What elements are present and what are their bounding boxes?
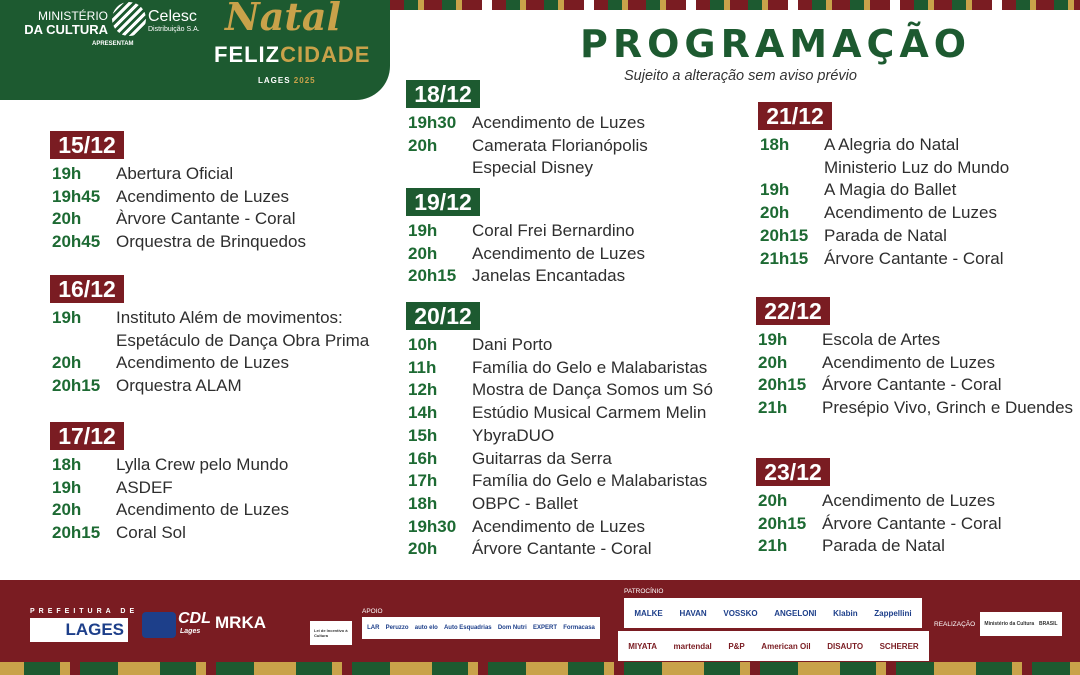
event-title: Árvore Cantante - Coral [824, 248, 1004, 268]
event-time: 18h [760, 135, 790, 154]
event-row [758, 225, 1009, 248]
realizacao-logos [980, 612, 1062, 636]
logo-feliz: FELIZ [214, 42, 281, 67]
event-row [50, 231, 306, 254]
event-title: Abertura Oficial [116, 164, 234, 183]
event-title: YbyraDUO [472, 425, 555, 445]
celesc-logo [148, 8, 200, 33]
logo-year: 2025 [293, 76, 316, 85]
logo-natal: Natal [225, 0, 341, 39]
event-title: Dani Porto [472, 335, 553, 354]
event-row [406, 448, 713, 471]
sponsor-logo: MALKE [634, 608, 663, 618]
event-time: 20h [758, 491, 788, 510]
event-title: Acendimento de Luzes [822, 352, 995, 372]
event-time: 10h [408, 335, 438, 354]
event-title: OBPC - Ballet [472, 493, 578, 513]
header-panel [0, 0, 390, 100]
event-title: Guitarras da Serra [472, 448, 612, 468]
event-time: 19h [760, 180, 790, 200]
day-section-16-12 [50, 275, 369, 398]
date-badge: 19/12 [406, 188, 480, 216]
event-row [756, 352, 1073, 375]
patrocinio-label: PATROCÍNIO [624, 588, 664, 595]
event-time: 20h [52, 353, 82, 373]
realizacao-label: REALIZAÇÃO [934, 621, 976, 628]
event-time: 20h [408, 243, 438, 263]
event-title: Estúdio Musical Carmem Melin [472, 403, 707, 423]
sponsor-logo: SCHERER [879, 641, 919, 651]
event-time: 19h30 [408, 516, 457, 536]
event-row [406, 379, 713, 402]
sponsor-logo: EXPERT [533, 625, 558, 631]
event-title: Espetáculo de Dança Obra Prima [116, 330, 370, 350]
event-time: 21h15 [760, 248, 809, 268]
decorative-bottom-border [0, 662, 1080, 675]
celesc-sub: Distribuição S.A. [148, 26, 200, 33]
event-title: A Magia do Ballet [824, 180, 957, 200]
lei-incentivo-logo [310, 621, 352, 645]
event-time: 20h15 [52, 376, 101, 396]
event-row [758, 157, 1009, 180]
event-row [50, 163, 306, 186]
event-row [406, 334, 713, 357]
event-time: 20h15 [760, 225, 809, 245]
event-time: 20h [52, 500, 82, 520]
sponsor-logo: American Oil [761, 641, 811, 651]
sponsor-logo: MIYATA [628, 641, 658, 651]
event-time: 19h [52, 308, 82, 327]
event-time: 15h [408, 425, 438, 445]
event-time: 21h [758, 398, 788, 418]
logo-feliz-cidade [214, 42, 370, 68]
event-row [406, 243, 645, 266]
event-time: 20h [52, 209, 82, 229]
event-row [756, 329, 1073, 352]
event-title: Parada de Natal [822, 536, 945, 556]
sponsor-logo: VOSSKO [723, 608, 758, 618]
event-time: 20h [408, 539, 438, 559]
event-title: Árvore Cantante - Coral [822, 513, 1002, 533]
sponsor-logo: Peruzzo [385, 625, 409, 631]
event-row [406, 425, 713, 448]
event-row [50, 352, 369, 375]
event-title: A Alegria do Natal [824, 135, 960, 154]
event-row [50, 522, 289, 545]
day-section-15-12 [50, 131, 306, 254]
event-title: Especial Disney [472, 158, 593, 178]
sponsor-logo: auto elo [414, 625, 438, 631]
event-title: Camerata Florianópolis [472, 135, 648, 155]
day-section-18-12 [406, 80, 648, 180]
event-time: 16h [408, 448, 438, 468]
sponsor-logo: ANGELONI [774, 608, 817, 618]
event-row [756, 490, 1002, 513]
event-title: Acendimento de Luzes [472, 243, 645, 263]
event-time [406, 157, 472, 180]
event-title: Família do Gelo e Malabaristas [472, 471, 708, 491]
date-badge: 23/12 [756, 458, 830, 486]
event-row [50, 208, 306, 231]
sponsor-logo: BRASIL [1038, 621, 1058, 627]
sponsor-logo: P&P [728, 641, 745, 651]
event-row [406, 538, 713, 561]
event-title: Acendimento de Luzes [116, 186, 289, 206]
event-time: 11h [408, 357, 437, 377]
event-time: 20h15 [758, 513, 807, 533]
event-row [406, 135, 648, 158]
date-badge: 18/12 [406, 80, 480, 108]
day-section-23-12 [756, 458, 1002, 558]
logo-city-year [258, 76, 316, 85]
event-row [758, 179, 1009, 202]
event-row [406, 493, 713, 516]
event-time: 19h [52, 477, 82, 497]
day-section-20-12 [406, 302, 713, 561]
sponsor-logo: Formacasa [563, 625, 595, 631]
event-row [406, 265, 645, 288]
event-time: 20h [408, 135, 438, 155]
event-time: 17h [408, 471, 438, 491]
presents-label: APRESENTAM [92, 41, 134, 47]
event-title: Escola de Artes [822, 330, 941, 349]
event-title: Acendimento de Luzes [822, 491, 995, 510]
event-title: Acendimento de Luzes [472, 113, 645, 132]
sponsor-logo: Klabin [833, 608, 858, 618]
event-title: Ministerio Luz do Mundo [824, 157, 1010, 177]
event-title: Árvore Cantante - Coral [822, 375, 1002, 395]
event-title: Coral Sol [116, 523, 186, 543]
event-row [50, 375, 369, 398]
apoio-label: APOIO [362, 608, 383, 615]
event-row [50, 186, 306, 209]
sponsor-logo: LAR [367, 625, 380, 631]
cdl-sub: Lages [180, 628, 201, 635]
sponsor-logo: Zappellini [874, 608, 912, 618]
event-title: Acendimento de Luzes [824, 203, 997, 223]
marka-logo: MRKA [215, 613, 266, 632]
event-time: 18h [408, 493, 438, 513]
celesc-icon [112, 2, 146, 36]
event-row [756, 397, 1073, 420]
event-title: Orquestra de Brinquedos [116, 232, 306, 252]
logo-city: LAGES [258, 76, 291, 85]
event-time: 14h [408, 403, 438, 423]
sponsor-logo: Dom Nutri [497, 625, 527, 631]
page-subtitle: Sujeito a alteração sem aviso prévio [624, 68, 857, 84]
event-title: ASDEF [116, 477, 173, 497]
event-title: Àrvore Cantante - Coral [116, 209, 296, 229]
event-title: Família do Gelo e Malabaristas [472, 357, 708, 377]
sponsor-logo: martendal [673, 641, 712, 651]
event-title: Parada de Natal [824, 225, 947, 245]
day-section-17-12 [50, 422, 289, 545]
day-section-19-12 [406, 188, 645, 288]
event-title: Acendimento de Luzes [116, 500, 289, 520]
date-badge: 20/12 [406, 302, 480, 330]
event-time: 20h45 [52, 232, 101, 252]
event-row [758, 248, 1009, 271]
event-row [406, 112, 648, 135]
event-time: 19h45 [52, 186, 101, 206]
event-row [50, 330, 369, 353]
lages-text: LAGES [65, 620, 124, 639]
day-section-22-12 [756, 297, 1073, 420]
logo-cidade: CIDADE [280, 42, 371, 67]
event-title: Coral Frei Bernardino [472, 221, 635, 240]
event-row [50, 454, 289, 477]
event-row [406, 157, 648, 180]
event-title: Mostra de Dança Somos um Só [472, 380, 713, 400]
event-row [758, 202, 1009, 225]
event-title: Janelas Encantadas [472, 266, 626, 286]
event-time: 20h [760, 203, 790, 223]
event-time: 18h [52, 455, 82, 474]
sponsor-logo: Ministério da Cultura [984, 621, 1035, 627]
patrocinio-row1 [624, 598, 922, 628]
decorative-top-border [390, 0, 1080, 10]
event-row [50, 477, 289, 500]
cdl-logo: CDL [178, 610, 211, 627]
event-time [50, 330, 116, 353]
day-section-21-12 [758, 102, 1009, 270]
date-badge: 16/12 [50, 275, 124, 303]
event-row [758, 134, 1009, 157]
sponsor-logo: HAVAN [679, 608, 707, 618]
event-time: 20h15 [758, 375, 807, 395]
date-badge: 21/12 [758, 102, 832, 130]
sponsor-logo: Auto Esquadrias [443, 625, 492, 631]
prefeitura-label: PREFEITURA DE [30, 608, 139, 615]
cdl-icon [142, 612, 176, 638]
event-row [756, 374, 1073, 397]
event-row [406, 516, 713, 539]
ministry-logo [24, 10, 108, 36]
lei-text: Lei de Incentivo à Cultura [314, 628, 348, 638]
event-time: 21h [758, 536, 788, 556]
event-title: Orquestra ALAM [116, 376, 242, 396]
date-badge: 17/12 [50, 422, 124, 450]
event-row [406, 470, 713, 493]
event-row [406, 357, 713, 380]
ministry-line2: DA CULTURA [24, 22, 108, 37]
page-title: PROGRAMAÇÃO [580, 22, 972, 66]
ministry-line1: MINISTÉRIO [37, 9, 108, 23]
event-title: Acendimento de Luzes [472, 516, 645, 536]
event-time: 19h [758, 330, 788, 349]
event-time: 20h15 [408, 266, 457, 286]
event-row [406, 402, 713, 425]
event-title: Acendimento de Luzes [116, 353, 289, 373]
event-row [756, 513, 1002, 536]
event-time: 20h [758, 352, 788, 372]
event-time: 12h [408, 380, 438, 400]
event-row [50, 499, 289, 522]
event-title: Árvore Cantante - Coral [472, 539, 652, 559]
event-time: 20h15 [52, 523, 101, 543]
event-row [50, 307, 369, 330]
event-row [756, 535, 1002, 558]
event-title: Lylla Crew pelo Mundo [116, 455, 289, 474]
event-title: Instituto Além de movimentos: [116, 308, 343, 327]
patrocinio-row2 [618, 631, 929, 661]
event-time: 19h30 [408, 113, 457, 132]
celesc-name: Celesc [148, 8, 197, 25]
date-badge: 15/12 [50, 131, 124, 159]
lages-logo [30, 618, 128, 642]
apoio-logos [362, 617, 600, 639]
date-badge: 22/12 [756, 297, 830, 325]
event-time: 19h [408, 221, 438, 240]
event-time [758, 157, 824, 180]
event-row [406, 220, 645, 243]
sponsor-logo: DISAUTO [827, 641, 864, 651]
event-title: Presépio Vivo, Grinch e Duendes [822, 398, 1074, 418]
event-time: 19h [52, 164, 82, 183]
sponsors-footer [0, 580, 1080, 662]
